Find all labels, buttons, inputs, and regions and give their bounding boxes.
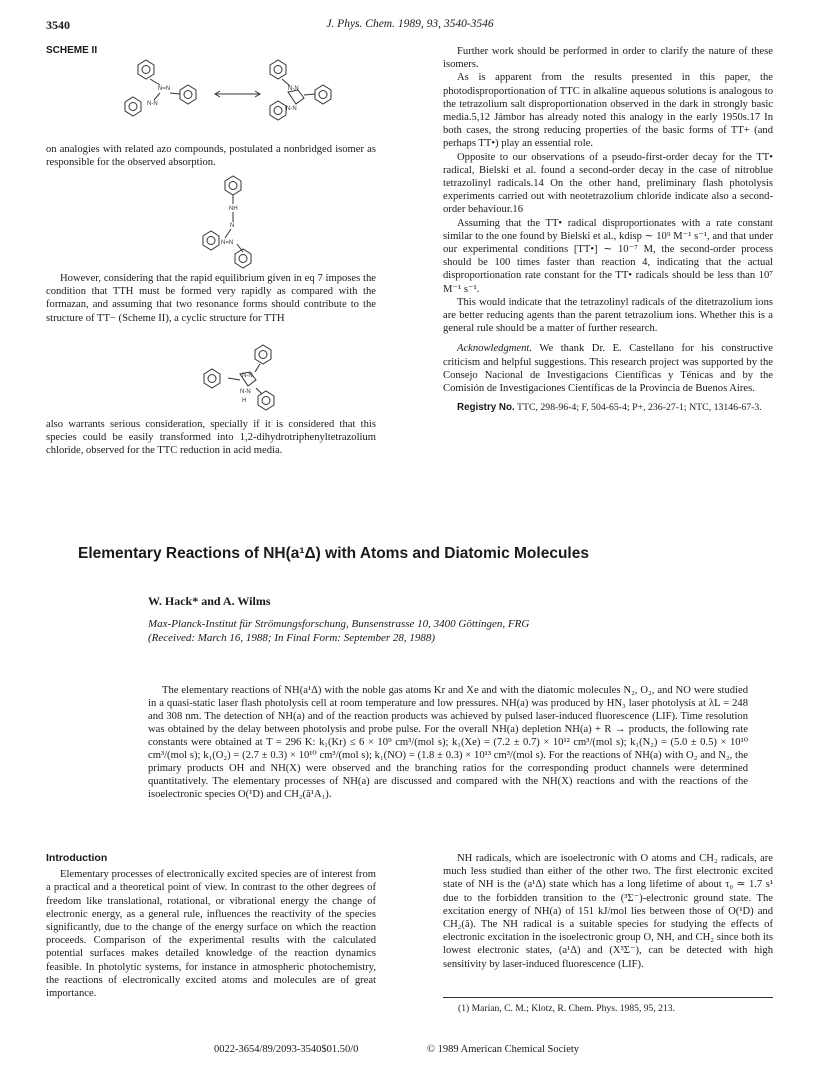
formazan-structure bbox=[205, 178, 285, 273]
left-para-3: also warrants serious consideration, specially if it is considered that this species could be easily transformed into 1,2-dihydrotriphenyltetrazolium chloride, observed for the TTC reduction in acid media. bbox=[46, 419, 376, 457]
registry-label: Registry No. bbox=[457, 402, 515, 414]
cyclic-tth-structure bbox=[200, 348, 290, 413]
footer-code: 0022-3654/89/2093-3540$01.50/0 bbox=[214, 1044, 359, 1055]
introduction-right: NH radicals, which are isoelectronic with O atoms and CH₂ radicals, are much less studied than either of the other two. The first electronic excited state of NH is the (a¹Δ) state which has a long lifetime of about τ₀ ≃ 1.7 s¹ due to the forbidden transition to the (³Σ⁻)-electronic ground state. The excitation energy of NH(a) of 151 kJ/mol lies between those of O(¹D) and CH₂(ã). The NH radical is a suitable species for studying the effects of electronic excitation in the isoelectronic group O, NH, and CH₂ since both its lowest electronic states, (a¹Δ) and (X³Σ⁻), can be detected with high sensitivity by laser-induced fluorescence (LIF). bbox=[443, 853, 773, 970]
resonance-arrow bbox=[215, 91, 260, 97]
scheme-ii-structure bbox=[120, 60, 350, 120]
left-para-2: However, considering that the rapid equilibrium given in eq 7 imposes the condition that TTH must be formed very rapidly as compared with the formazan, and assuming that two resonance forms should contribute to the structure of TT− (Scheme II), a cyclic structure for TTH bbox=[46, 273, 376, 324]
introduction-left: Introduction Elementary processes of electronically excited species are of interest from a practical and a theoretical point of view. In contrast to the other degrees of freedom like translational, rotational, or vibrational energy the change of electronic energy, as a general rule, influences the reactivity of the species significantly, due to the change of the energy surface on which the reaction proceeds. Comparison of the experimental results with the calculated potential surfaces makes detailed knowledge of the reaction dynamics feasible. In photolytic systems, for instance in atmospheric photochemistry, the reactions of electronically excited atoms and molecules are of great importance. bbox=[46, 852, 376, 1000]
footer-copyright: © 1989 American Chemical Society bbox=[427, 1044, 580, 1055]
abstract: The elementary reactions of NH(a¹Δ) with the noble gas atoms Kr and Xe and with the diatomic molecules N₂, O₂, and NO were studied in a quasi-static laser flash photolysis cell at room temperature and low pressures. NH(a) was produced by HN₃ laser photolysis at λL = 248 and 308 nm. The detection of NH(a) and of the reaction products was achieved by pulsed laser-induced fluorescence (LIF). Time resolution was obtained by the delay between photolysis and probe pulse. For the overall NH(a) depletion NH(a) + R → products, the following rate constants were obtained at T = 296 K: k₁(Kr) ≤ 6 × 10⁹ cm³/(mol s); k₁(Xe) = (7.2 ± 0.7) × 10¹² cm³/(mol s); k₁(N₂) = (5.0 ± 0.5) × 10¹⁰ cm³/(mol s); k₁(O₂) = (2.7 ± 0.3) × 10¹⁰ cm³/(mol s); k₁(NO) = (1.8 ± 0.3) × 10¹³ cm³/(mol s). For the reactions of NH(a) with O₂ and N₂, the primary products OH and NH(X) were observed and the branching ratios for the corresponding product channels were determined quantitatively. The elementary processes of NH(a) are discussed and compared with the NH(X) reactions and with the reactions of the isoelectronic species O(¹D) and CH₂(ã¹A₁). bbox=[148, 685, 748, 800]
article-title: Elementary Reactions of NH(a¹Δ) with Atoms and Diatomic Molecules bbox=[78, 545, 589, 562]
author-affiliation: Max-Planck-Institut für Strömungsforschung, Bunsenstrasse 10, 3400 Göttingen, FRG (Received: March 16, 1988; In Final Form: September 28, 1988) bbox=[148, 618, 530, 644]
svg-text:N-N: N-N bbox=[240, 389, 251, 395]
svg-text:N-N: N-N bbox=[286, 106, 297, 112]
acknowledgment-label: Acknowledgment. bbox=[457, 343, 533, 355]
registry-text: TTC, 298-96-4; F, 504-65-4; P+, 236-27-1; NTC, 13146-67-3. bbox=[517, 402, 762, 414]
footnote: (1) Marian, C. M.; Klotz, R. Chem. Phys. 1985, 95, 213. bbox=[458, 1003, 675, 1014]
article-authors: W. Hack* and A. Wilms bbox=[148, 594, 271, 608]
svg-text:N-N: N-N bbox=[147, 101, 158, 107]
svg-text:N=N: N=N bbox=[221, 240, 234, 246]
acknowledgment-text: We thank Dr. E. Castellano for his constructive criticism and helpful suggestions. This research project was supported by the Consejo Nacional de Investigacions Científicas y Ténicas and by the Comisión de Investigaciones Científicas de la Provincia de Buenos Aires. bbox=[443, 343, 773, 395]
azo-isomer-right bbox=[270, 60, 331, 120]
journal-header: J. Phys. Chem. 1989, 93, 3540-3546 bbox=[326, 18, 494, 30]
azo-isomer-left bbox=[125, 60, 196, 116]
left-para-1: on analogies with related azo compounds, postulated a nonbridged isomer as responsible for the observed absorption. bbox=[46, 144, 376, 169]
svg-text:H: H bbox=[242, 398, 247, 404]
introduction-heading: Introduction bbox=[46, 852, 108, 864]
right-column-text: Further work should be performed in order to clarify the nature of these isomers. As is apparent from the results presented in this paper, the photodisproportionation of TTC in alkaline aqueous solutions is analogous to the tetrazolium salt disproportionation observed in the dark in strongly basic media.5,12 Jámbor has already noted this analogy in the early 1950s.17 In both cases, the strong reducing properties of the basic forms of TT+ (and perhaps TT•) play an essential role. Opposite to our observations of a pseudo-first-order decay for the TT• radical, Bielski et al. found a second-order decay in the case of nitroblue tetrazolinyl radicals.14 On the other hand, preliminary flash photolysis experiments carried out with neotetrazolium chloride indicate also a second-order behaviour.16 Assuming that the TT• radical disproportionates with a rate constant similar to the one found by Bielski et al., kdisp ∼ 10⁹ M⁻¹ s⁻¹, and that under our experimental conditions [TT•] ∼ 10⁻⁷ M, the second-order process should be 100 times faster than reaction 4, indicating that the actual disproportionation rate constant for the TT• radicals should be less than 10⁷ M⁻¹ s⁻¹. This would indicate that the tetrazolinyl radicals of the ditetrazolium ions are better reducing agents than the parent tetrazolium ions. Whether this is a general rule should be a matter of further research. Acknowledgment. We thank Dr. E. Castellano for his constructive criticism and helpful suggestions. This research project was supported by the Consejo Nacional de Investigacions Científicas y Ténicas and by the Comisión de Investigaciones Científicas de la Provincia de Buenos Aires. Registry No. TTC, 298-96-4; F, 504-65-4; P+, 236-27-1; NTC, 13146-67-3. bbox=[443, 46, 773, 414]
svg-text:N=N: N=N bbox=[158, 86, 171, 92]
svg-text:N-N: N-N bbox=[288, 86, 299, 92]
page-number: 3540 bbox=[46, 18, 70, 32]
svg-text:N-N: N-N bbox=[242, 373, 253, 379]
svg-text:N: N bbox=[230, 223, 235, 229]
scheme-label: SCHEME II bbox=[46, 45, 98, 56]
footnote-rule bbox=[443, 997, 773, 998]
svg-text:NH: NH bbox=[229, 206, 238, 212]
